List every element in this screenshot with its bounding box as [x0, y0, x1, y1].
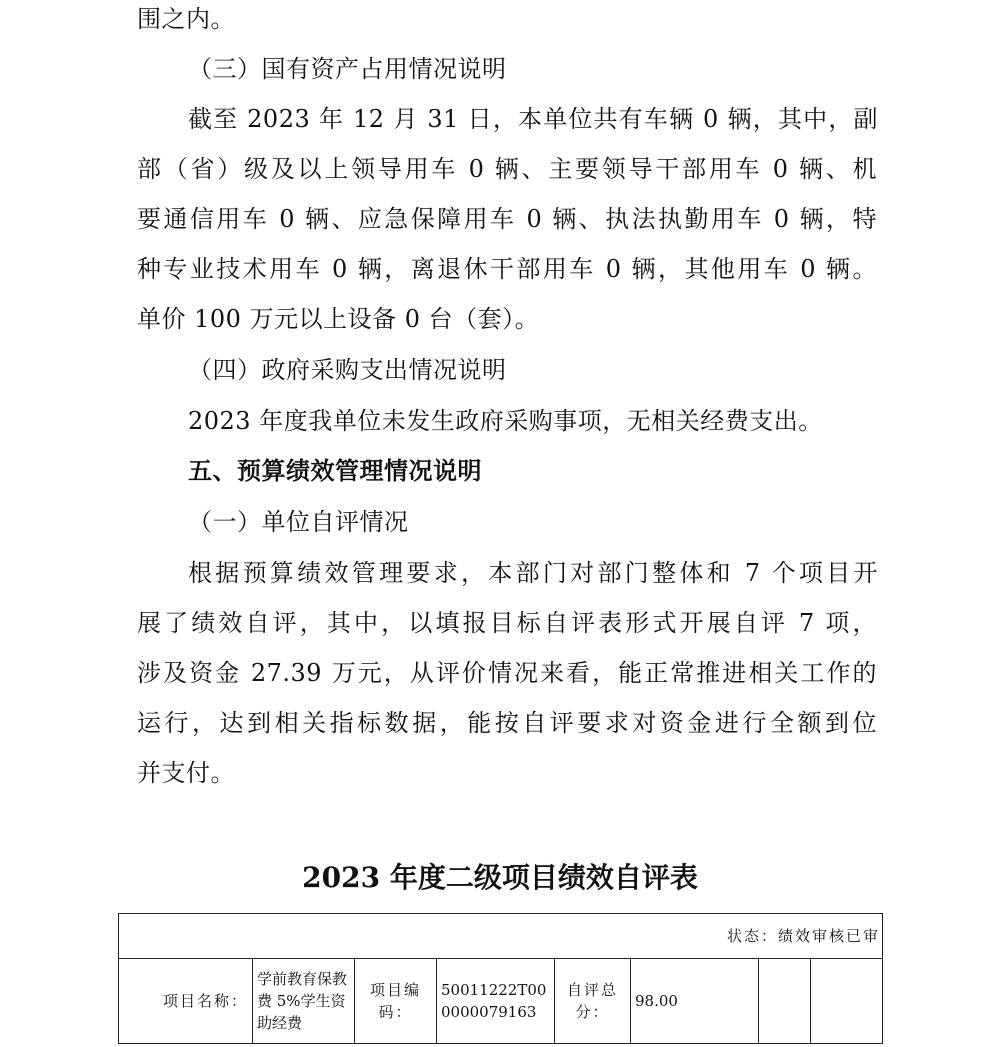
empty-cell: [811, 959, 883, 1044]
project-code-value: 50011222T000000079163: [437, 959, 555, 1044]
status-text: 状态：绩效审核已审: [119, 914, 883, 959]
paragraph-line: 种专业技术用车 0 辆，离退休干部用车 0 辆，其他用车 0 辆。: [137, 255, 877, 283]
project-name-label: 项目名称：: [119, 959, 253, 1044]
paragraph-line: 部（省）级及以上领导用车 0 辆、主要领导干部用车 0 辆、机: [137, 155, 877, 183]
paragraph-line: 根据预算绩效管理要求，本部门对部门整体和 7 个项目开: [188, 559, 878, 587]
chapter-heading-5: 五、预算绩效管理情况说明: [188, 456, 482, 485]
paragraph-line: 并支付。: [137, 759, 235, 787]
section-heading-4: （四）政府采购支出情况说明: [188, 356, 507, 384]
table-title: 2023 年度二级项目绩效自评表: [302, 861, 698, 894]
paragraph-line: 截至 2023 年 12 月 31 日，本单位共有车辆 0 辆，其中，副: [188, 105, 878, 133]
paragraph-line: 要通信用车 0 辆、应急保障用车 0 辆、执法执勤用车 0 辆，特: [137, 205, 877, 233]
paragraph-line: 围之内。: [137, 5, 235, 33]
paragraph-line: 涉及资金 27.39 万元，从评价情况来看，能正常推进相关工作的: [137, 659, 877, 687]
project-name-value: 学前教育保教费 5%学生资助经费: [253, 959, 355, 1044]
performance-table: [118, 913, 883, 1044]
paragraph-line: 运行，达到相关指标数据，能按自评要求对资金进行全额到位: [137, 709, 877, 737]
empty-cell: [759, 959, 811, 1044]
paragraph-line: 2023 年度我单位未发生政府采购事项，无相关经费支出。: [188, 407, 823, 435]
score-value: 98.00: [631, 959, 759, 1044]
score-label: 自评总分：: [555, 959, 631, 1044]
paragraph-line: 展了绩效自评，其中，以填报目标自评表形式开展自评 7 项，: [137, 609, 877, 637]
project-code-label: 项目编码：: [355, 959, 437, 1044]
section-heading-3: （三）国有资产占用情况说明: [188, 55, 507, 83]
paragraph-line: 单价 100 万元以上设备 0 台（套）。: [137, 305, 540, 333]
section-heading-5-1: （一）单位自评情况: [188, 508, 409, 536]
